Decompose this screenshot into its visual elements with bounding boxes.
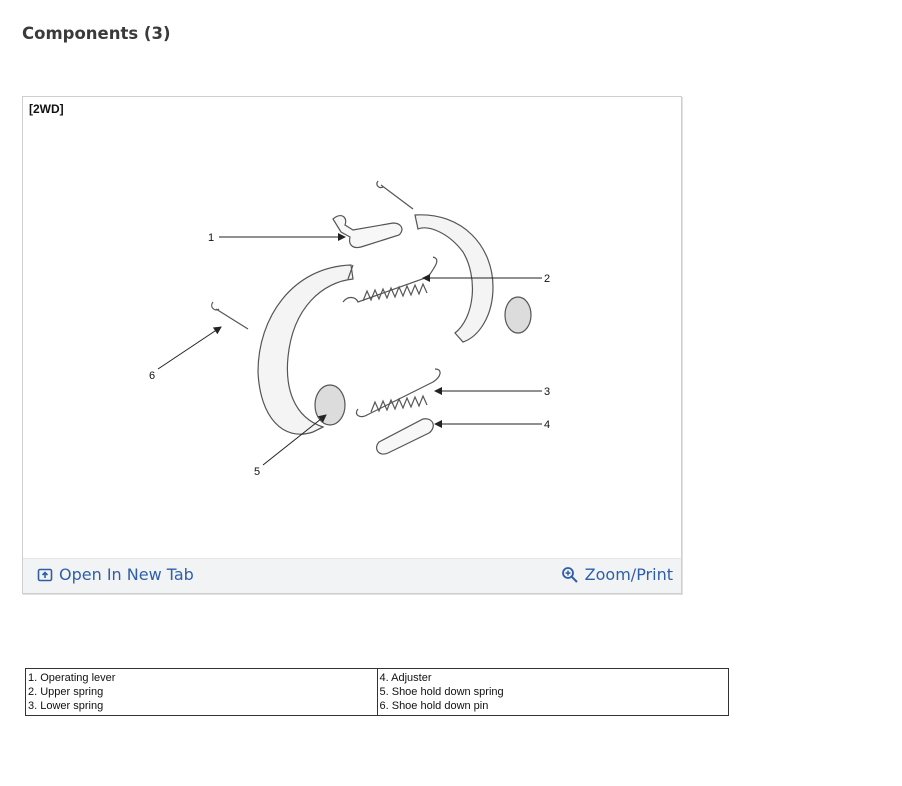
page-title: Components (3)	[22, 24, 171, 43]
parts-column-left	[26, 669, 378, 716]
hold-down-spring-right	[505, 297, 531, 333]
callout-5: 5	[254, 466, 261, 478]
figure-panel	[22, 96, 682, 594]
callout-4: 4	[544, 419, 551, 431]
callout-1: 1	[208, 232, 215, 244]
zoom-in-icon	[561, 566, 579, 584]
top-pin-shape	[377, 181, 413, 209]
zoom-print-button[interactable]	[561, 565, 673, 584]
list-item: 4. Adjuster	[379, 672, 432, 684]
callout-6: 6	[149, 370, 156, 382]
adjuster-shape	[377, 419, 434, 454]
table-row	[26, 669, 729, 716]
callout-3: 3	[544, 386, 551, 398]
upper-spring-shape	[343, 257, 437, 302]
figure-toolbar	[23, 558, 681, 593]
open-in-new-tab-icon	[37, 567, 53, 583]
list-item: 2. Upper spring	[28, 686, 104, 698]
hold-down-spring-left	[315, 385, 345, 425]
list-item: 5. Shoe hold down spring	[379, 686, 504, 698]
zoom-print-label: Zoom/Print	[584, 565, 673, 584]
parts-column-right	[377, 669, 729, 716]
open-in-new-tab-label: Open In New Tab	[59, 565, 194, 584]
list-item: 6. Shoe hold down pin	[379, 700, 489, 712]
figure-label: [2WD]	[29, 102, 64, 116]
callout-2: 2	[544, 273, 551, 285]
list-item: 3. Lower spring	[28, 700, 104, 712]
open-in-new-tab-button[interactable]	[37, 565, 194, 584]
operating-lever-shape	[333, 216, 402, 248]
parts-legend-table	[25, 668, 729, 716]
lower-spring-shape	[356, 369, 440, 417]
left-pin-shape	[212, 302, 248, 329]
list-item: 1. Operating lever	[28, 672, 116, 684]
brake-components-diagram	[23, 97, 681, 559]
